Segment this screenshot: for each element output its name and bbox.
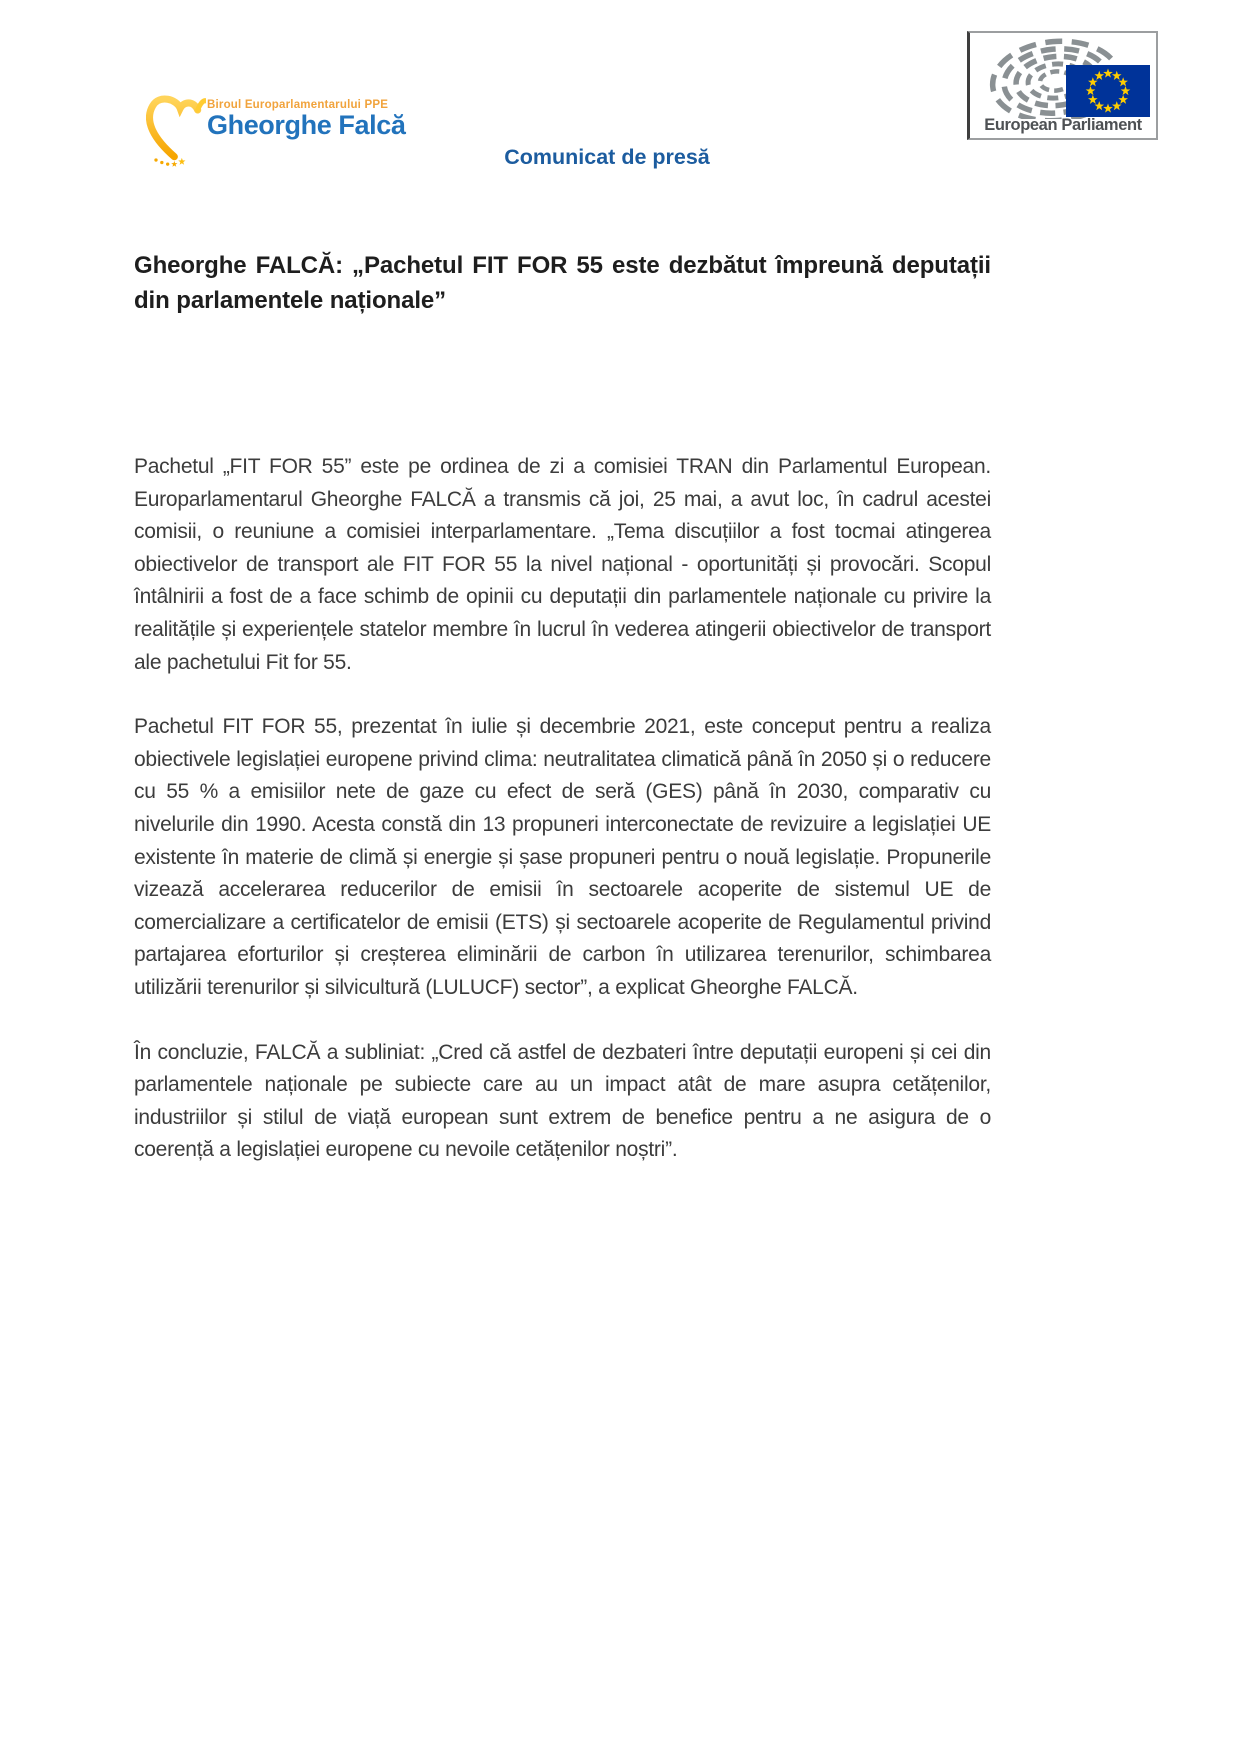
ep-logo-caption: European Parliament	[984, 115, 1142, 134]
falca-name: Gheorghe Falcă	[207, 110, 406, 140]
body-copy	[134, 451, 991, 1167]
falca-logo-text	[207, 90, 405, 140]
document-heading: Gheorghe FALCĂ: „Pachetul FIT FOR 55 este dezbătut împreună deputații din parlamentele naționale”	[134, 252, 991, 314]
european-parliament-logo	[967, 31, 1158, 140]
falca-office-label: Biroul Europarlamentarului PPE	[207, 99, 389, 111]
paragraph-3: În concluzie, FALCĂ a subliniat: „Cred că astfel de dezbateri între deputații europeni și cei din parlamentele naționale pe subiecte care au un impact atât de mare asupra cetățenilor, industriilor și stilul de viață european sunt extrem de benefice pentru a ne asigura de o coerență a legislației europene cu nevoile cetățenilor noștri”.	[134, 1040, 991, 1162]
paragraph-1: Pachetul „FIT FOR 55” este pe ordinea de zi a comisiei TRAN din Parlamentul European. Europarlamentarul Gheorghe FALCĂ a transmis că joi, 25 mai, a avut loc, în cadrul acestei comisii, o reuniune a comisiei interparlamentare. „Tema discuțiilor a fost tocmai atingerea obiectivelor de transport ale FIT FOR 55 la nivel național - oportunități și provocări. Scopul întâlnirii a fost de a face schimb de opinii cu deputații din parlamentele naționale cu privire la realitățile și experiențele statelor membre în lucrul în vederea atingerii obiectivelor de transport ale pachetului Fit for 55.	[134, 455, 991, 674]
paragraph-2: Pachetul FIT FOR 55, prezentat în iulie și decembrie 2021, este conceput pentru a realiza obiectivele legislației europene privind clima: neutralitatea climatică până în 2050 și o reducere cu 55 % a emisiilor nete de gaze cu efect de seră (GES) până în 2030, comparativ cu nivelurile din 1990. Acesta constă din 13 propuneri interconectate de revizuire a legislației UE existente în materie de climă și energie și șase propuneri pentru o nouă legislație. Propunerile vizează accelerarea reducerilor de emisii în sectoarele acoperite de sistemul UE de comercializare a certificatelor de emisii (ETS) și sectoarele acoperite de Regulamentul privind partajarea eforturilor și creșterea eliminării de carbon în utilizarea terenurilor, schimbarea utilizării terenurilor și silvicultură (LULUCF) sector”, a explicat Gheorghe FALCĂ.	[134, 715, 991, 999]
eu-flag	[1066, 65, 1150, 117]
ep-hemicycle-icon	[972, 35, 1154, 119]
press-release-label: Comunicat de presă	[504, 145, 710, 169]
document-body	[134, 248, 991, 1199]
